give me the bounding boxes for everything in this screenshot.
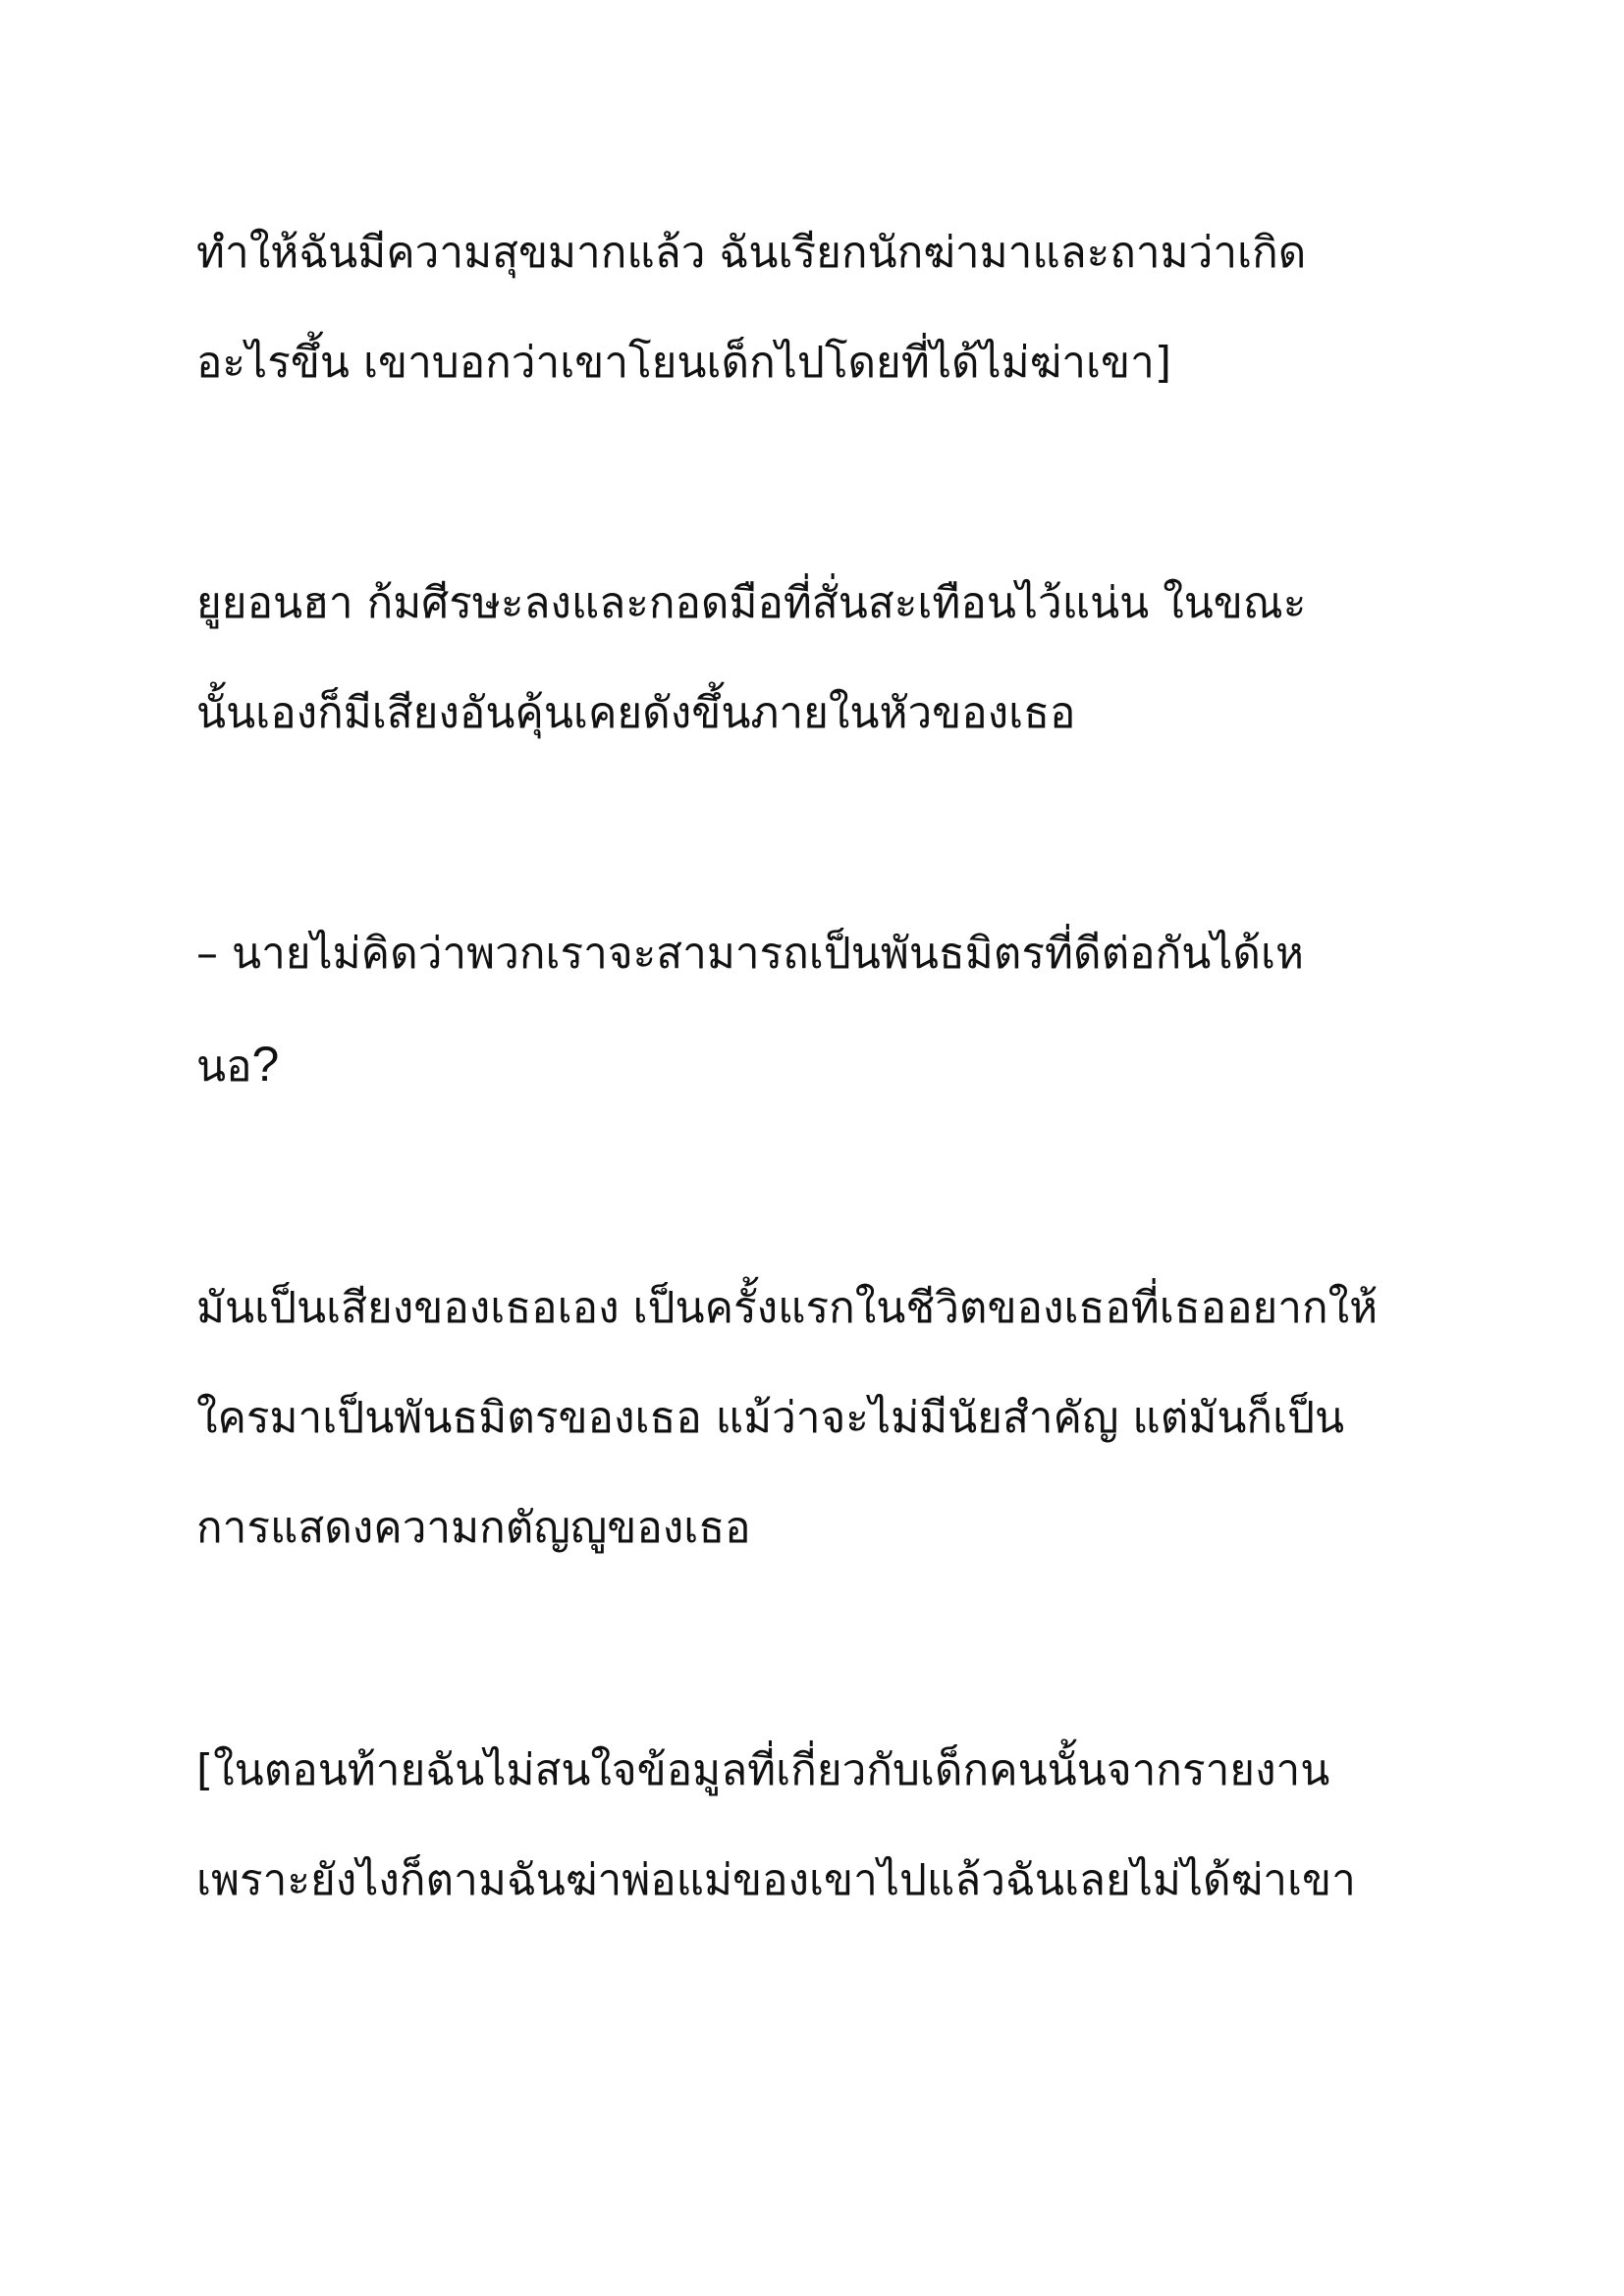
paragraph-4-line-1: มันเป็นเสียงของเธอเอง เป็นครั้งแรกในชีวิตของเธอที่เธออยากให้	[196, 1283, 1379, 1333]
paragraph-3-line-2-text: นอ	[196, 1041, 252, 1092]
paragraph-2-line-1: ยูยอนฮา ก้มศีรษะลงและกอดมือที่สั่นสะเทือนไว้แน่น ในขณะ	[196, 578, 1307, 628]
paragraph-1-line-1: ทำให้ฉันมีความสุขมากแล้ว ฉันเรียกนักฆ่ามาและถามว่าเกิด	[196, 228, 1307, 278]
paragraph-1-line-2: อะไรขึ้น เขาบอกว่าเขาโยนเด็กไปโดยที่ได้ไม่ฆ่าเขา]	[196, 338, 1172, 388]
paragraph-3-line-2	[196, 1035, 1473, 1096]
paragraph-3-line-1: – นายไม่คิดว่าพวกเราจะสามารถเป็นพันธมิตรที่ดีต่อกันได้เห	[196, 929, 1305, 979]
paragraph-5-line-2: เพราะยังไงก็ตามฉันฆ่าพ่อแม่ของเขาไปแล้วฉันเลยไม่ได้ฆ่าเขา	[196, 1855, 1356, 1905]
paragraph-4-line-3: การแสดงความกตัญญูของเธอ	[196, 1503, 751, 1553]
paragraph-2-line-2: นั้นเองก็มีเสียงอันคุ้นเคยดังขึ้นภายในหัวของเธอ	[196, 688, 1076, 738]
question-mark: ?	[251, 1037, 280, 1092]
paragraph-4-line-2: ใครมาเป็นพันธมิตรของเธอ แม้ว่าจะไม่มีนัยสำคัญ แต่มันก็เป็น	[196, 1393, 1345, 1443]
paragraph-5-line-1: [ในตอนท้ายฉันไม่สนใจข้อมูลที่เกี่ยวกับเด็กคนนั้นจากรายงาน	[196, 1745, 1330, 1795]
